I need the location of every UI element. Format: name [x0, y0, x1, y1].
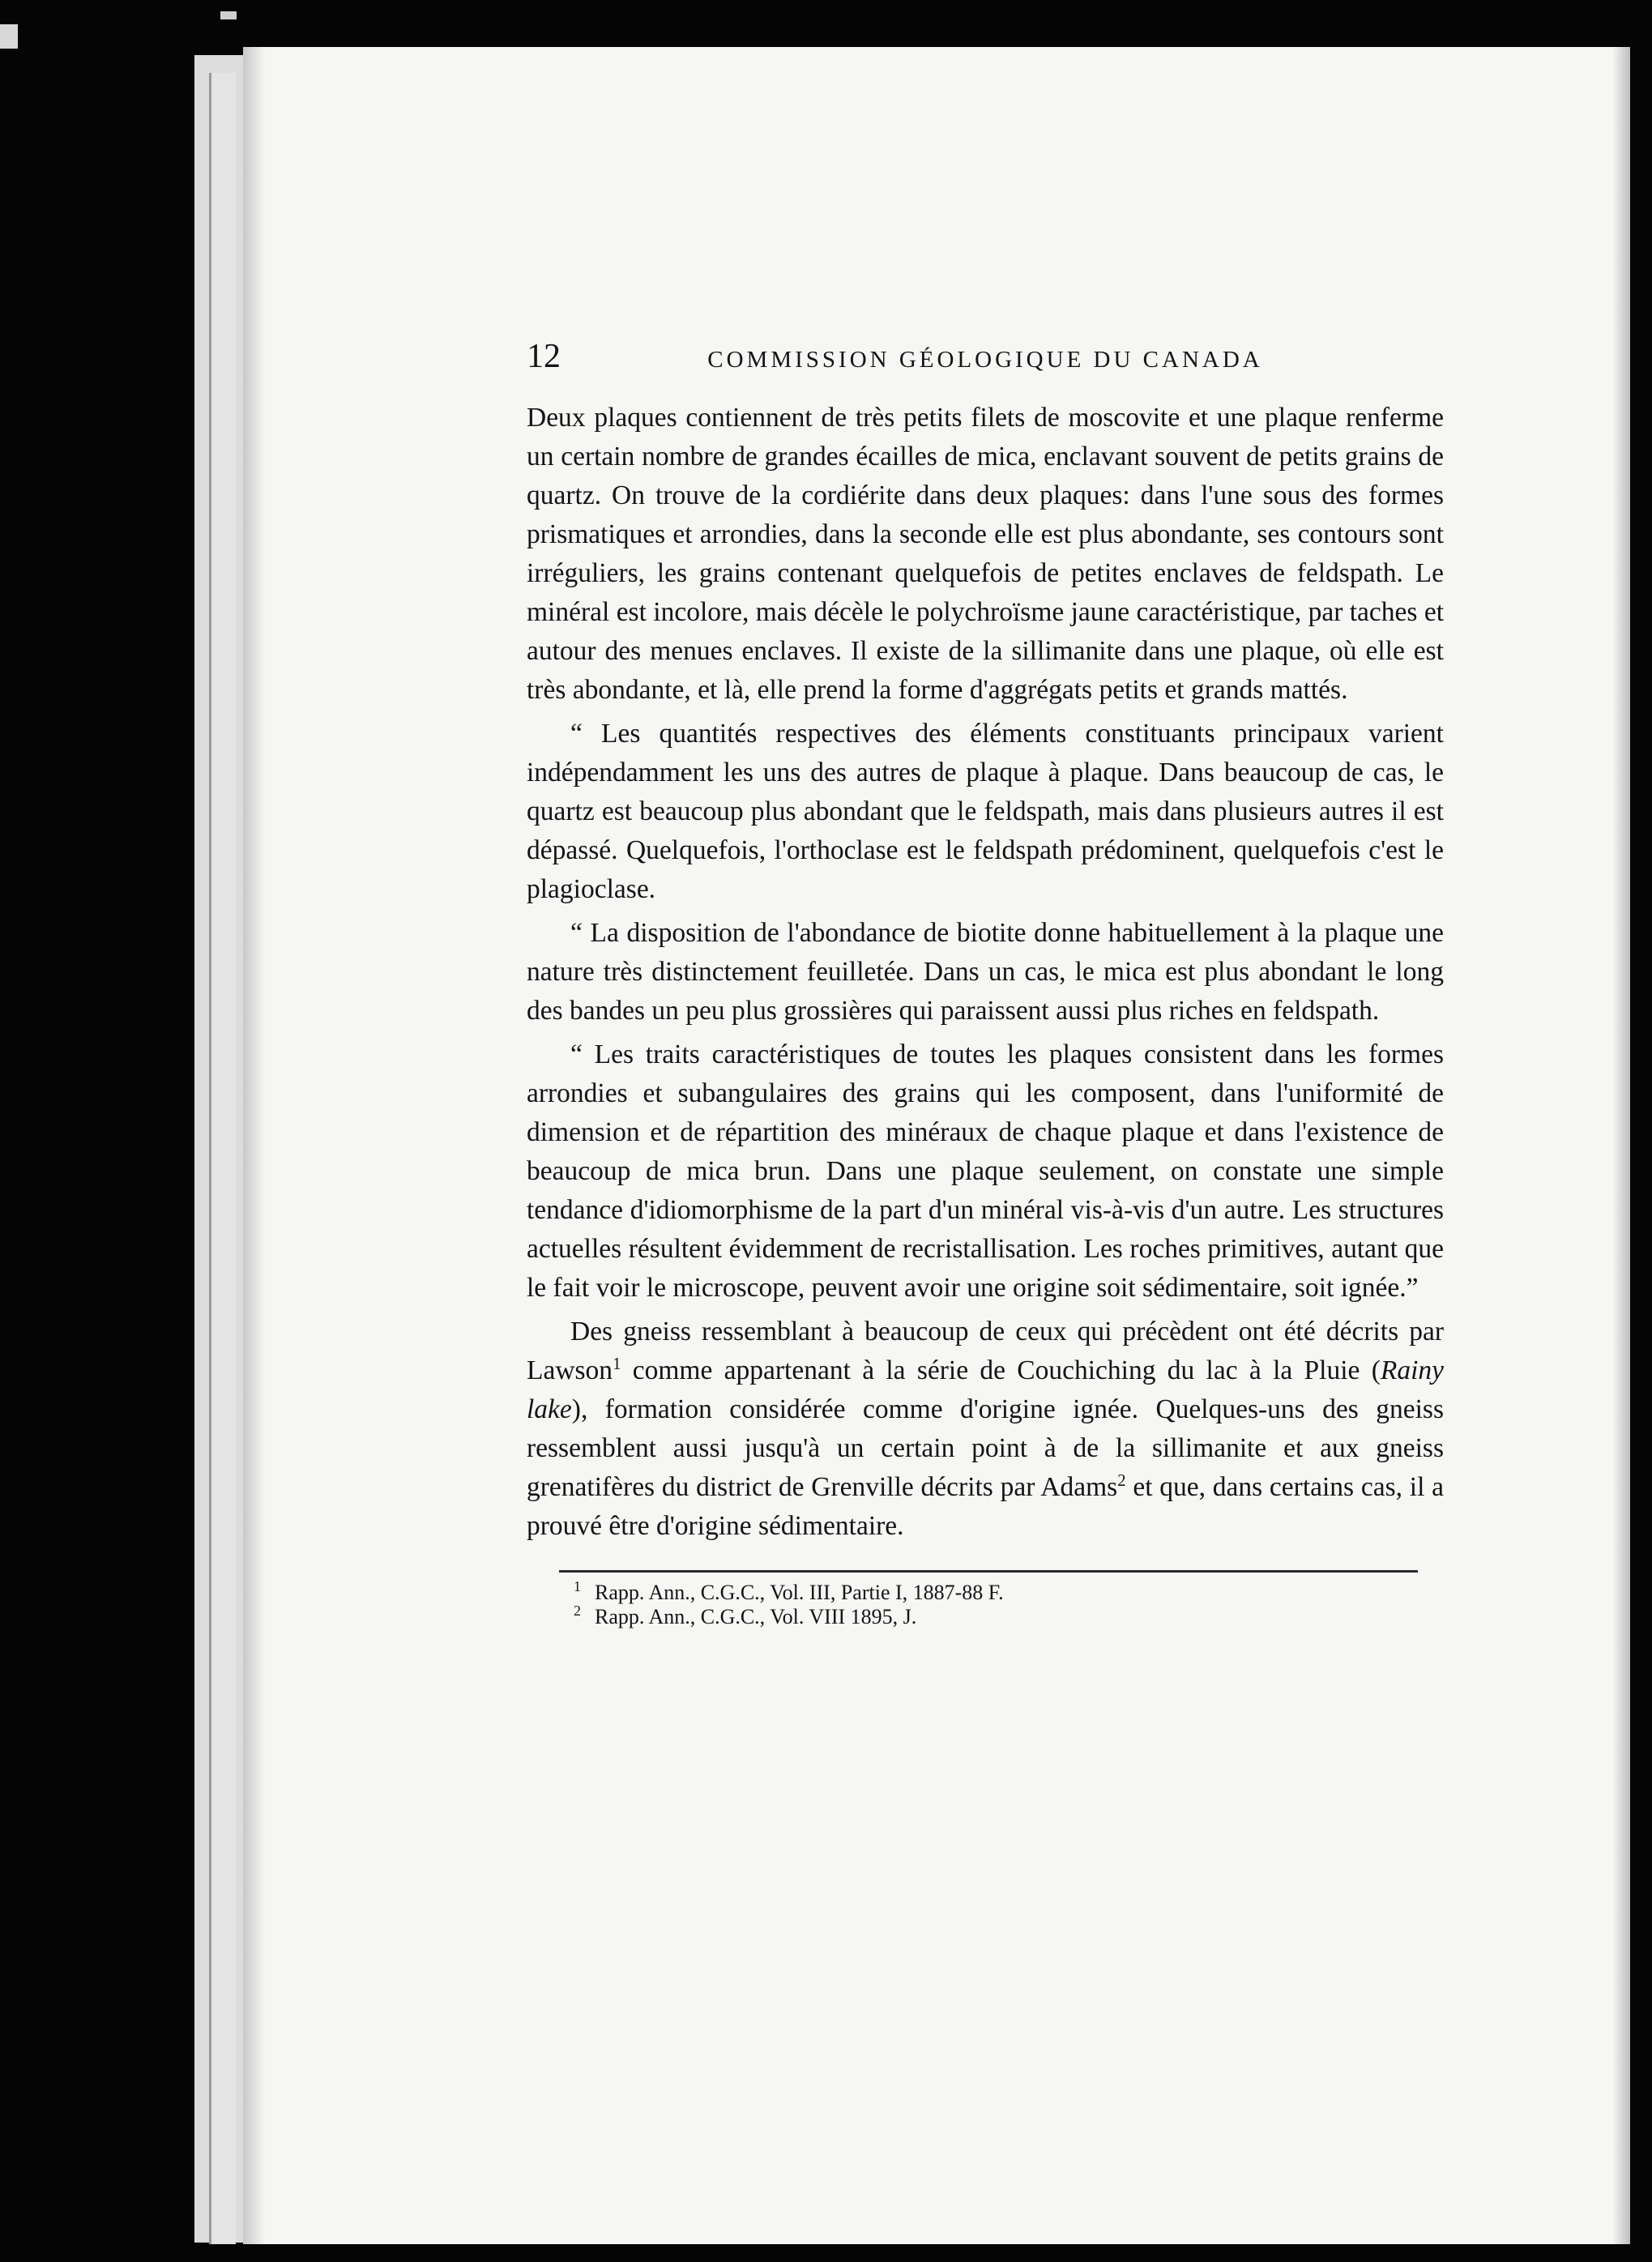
page-number: 12 [527, 338, 561, 375]
paragraph-text: ), formation considérée comme d'origine ignée. Quelques-uns des gneiss ressemblent aussi jusqu'à un certain point à de la sillimanite et aux gneiss grenatifères du district de Grenville décrits par Adams [527, 1394, 1444, 1502]
scan-speck [0, 24, 18, 49]
paragraph: “ La disposition de l'abondance de biotite donne habituellement à la plaque une nature très distinctement feuilletée. Dans un cas, le mica est plus abondant le long des bandes un peu plus grossières qui paraissent aussi plus riches en feldspath. [527, 918, 1444, 1026]
scan-speck [220, 11, 237, 19]
footnotes [574, 1578, 1444, 1629]
binding-strip [209, 73, 236, 2244]
footnote-text: Rapp. Ann., C.G.C., Vol. VIII 1895, J. [595, 1605, 917, 1628]
paragraph: Deux plaques contiennent de très petits filets de moscovite et une plaque renferme un certain nombre de grandes écailles de mica, enclavant souvent de petits grains de quartz. On trouve de la cordiérite dans deux plaques: dans l'une sous des formes prismatiques et arrondies, dans la seconde elle est plus abondante, ses contours sont irréguliers, les grains contenant quelquefois de petites enclaves de feldspath. Le minéral est incolore, mais décèle le polychroïsme jaune caractéristique, par taches et autour des menues enclaves. Il existe de la sillimanite dans une plaque, où elle est très abondante, et là, elle prend la forme d'aggrégats petits et grands mattés. [527, 403, 1444, 705]
paragraph-text: Des gneiss ressemblant à beaucoup de ceux qui précèdent ont été décrits par Lawson [527, 1317, 1444, 1385]
page-edge-shadow [1612, 47, 1630, 2244]
italic-text: Rainy lake [527, 1355, 1444, 1424]
footnote-reference: 2 [1117, 1470, 1126, 1490]
footnote: 1 Rapp. Ann., C.G.C., Vol. III, Partie I, 1887-88 F. [574, 1578, 1004, 1604]
running-head: COMMISSION GÉOLOGIQUE DU CANADA [707, 347, 1263, 373]
gutter-shadow [243, 47, 266, 2244]
footnote-reference: 1 [613, 1354, 621, 1373]
page-header [527, 324, 1444, 381]
footnote: 2 Rapp. Ann., C.G.C., Vol. VIII 1895, J. [574, 1603, 917, 1628]
page-text [527, 324, 1444, 1629]
paragraph: “ Les traits caractéristiques de toutes les plaques consistent dans les formes arrondies et subangulaires des grains qui les composent, dans l'uniformité de dimension et de répartition des minéraux de chaque plaque et dans l'existence de beaucoup de mica brun. Dans une plaque seulement, on constate une simple tendance d'idiomorphisme de la part d'un minéral vis-à-vis d'un autre. Les structures actuelles résultent évidemment de recristallisation. Les roches primitives, autant que le fait voir le microscope, peuvent avoir une origine soit sédimentaire, soit ignée.” [527, 1039, 1444, 1303]
paragraph-text: comme appartenant à la série de Couchiching du lac à la Pluie ( [621, 1355, 1381, 1385]
footnote-text: Rapp. Ann., C.G.C., Vol. III, Partie I, 1887-88 F. [595, 1581, 1004, 1604]
paragraph-text: et que, dans certains cas, il a prouvé être d'origine sédimentaire. [527, 1472, 1444, 1541]
footnote-divider [559, 1570, 1418, 1573]
paragraph: “ Les quantités respectives des éléments constituants principaux varient indépendamment les uns des autres de plaque à plaque. Dans beaucoup de cas, le quartz est beaucoup plus abondant que le feldspath, mais dans plusieurs autres il est dépassé. Quelquefois, l'orthoclase est le feldspath prédominent, quelquefois c'est le plagioclase. [527, 719, 1444, 904]
paragraph [527, 1312, 1444, 1546]
